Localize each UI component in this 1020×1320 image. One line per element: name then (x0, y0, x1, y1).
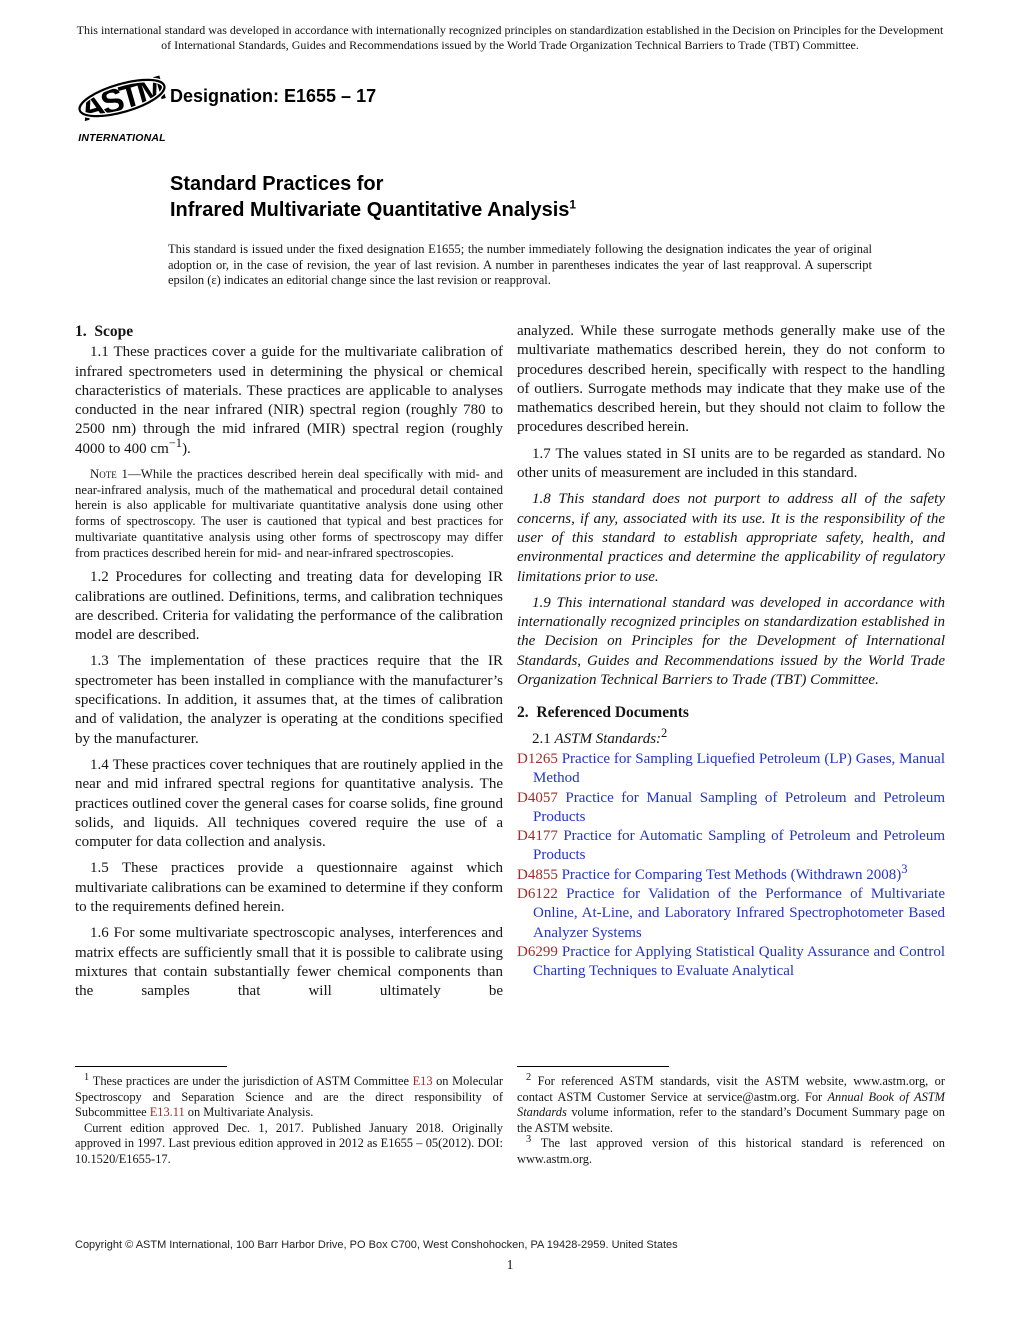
left-column (75, 322, 503, 1002)
referenced-standard-D4057 (517, 789, 945, 828)
referenced-standard-D4177 (517, 827, 945, 866)
document-title (170, 171, 576, 223)
standard-link-D4177[interactable]: D4177 (517, 828, 558, 845)
standard-title: Practice for Comparing Test Methods (Withdrawn 2008) (561, 866, 902, 883)
section-2-heading: 2. Referenced Documents (517, 704, 689, 722)
subcommittee-link-E13-11[interactable]: E13.11 (149, 1105, 185, 1119)
astm-logo (74, 68, 170, 144)
note-label: Note 1 (90, 467, 128, 482)
page-number: 1 (506, 1257, 514, 1272)
note-1: Note 1—While the practices described herein deal specifically with mid- and near-infrared analysis, much of the mathematical and procedural detail contained herein is also applicable for multivariate quantitative analysis done using other forms of spectroscopy. The user is cautioned that typical and best practices for multivariate quantitative analysis using other forms of spectroscopy may differ from practices described herein for mid- and near-infrared spectroscopies. (75, 467, 503, 560)
astm-globe-icon (76, 68, 168, 130)
footnote-1: $^1$ These practices are under the jurisdiction of ASTM Committee E13 on Molecular Spectroscopy and Separation Science and are the direct responsibility of Subcommittee E13.11 on Multivariate Analysis. (75, 1071, 503, 1119)
footnote-3: $^3$ The last approved version of this historical standard is referenced on www.astm.org. (517, 1133, 945, 1166)
paragraph-1-6: 1.6 For some multivariate spectroscopic analyses, interferences and matrix effects are sufficiently small that it is possible to calibrate using mixtures that contain substantially fewer chemical components than the samples that will ultimately be (75, 925, 503, 1000)
footnotes-left (75, 1066, 503, 1167)
footnote-separator (75, 1066, 227, 1067)
footnotes-right (517, 1066, 945, 1167)
referenced-standards-list (517, 750, 945, 982)
footnote-ref-3: 3 (901, 861, 908, 876)
standard-link-D1265[interactable]: D1265 (517, 750, 558, 767)
referenced-standard-D6299 (517, 943, 945, 982)
title-line-1: Standard Practices for (170, 173, 384, 195)
referenced-standard-D4855 (517, 861, 945, 885)
paragraph-1-2: 1.2 Procedures for collecting and treating data for developing IR calibrations are outlined. Definitions, terms, and calibration techniques are described. Criteria for validating the performance of the calibration model are described. (75, 569, 503, 644)
standard-title: Practice for Sampling Liquefied Petroleum (LP) Gases, Manual Method (533, 750, 945, 787)
title-line-2: Infrared Multivariate Quantitative Analysis (170, 199, 570, 221)
standard-title: Practice for Applying Statistical Quality Assurance and Control Charting Techniques to Evaluate Analytical (533, 943, 945, 980)
standard-title: Practice for Validation of the Performance of Multivariate Online, At-Line, and Laboratory Infrared Spectrophotometer Based Analyzer Systems (533, 886, 946, 941)
header-notice: This international standard was developed in accordance with internationally recognized principles on standardization established in the Decision on Principles for the Development of International Standards, Guides and Recommendations issued by the World Trade Organization Technical Barriers to Trade (TBT) Committee. (76, 23, 944, 52)
paragraph-1-9: 1.9 This international standard was developed in accordance with internationally recognized principles on standardization established in the Decision on Principles for the Development of International Standards, Guides and Recommendations issued by the World Trade Organization Technical Barriers to Trade (TBT) Committee. (517, 594, 945, 689)
footnote-ref-2: 2 (661, 725, 668, 740)
referenced-standard-D6122 (517, 885, 945, 943)
paragraph-1-8: 1.8 This standard does not purport to address all of the safety concerns, if any, associated with its use. It is the responsibility of the user of this standard to establish appropriate safety, health, and environmental practices and determine the applicability of regulatory limitations prior to use. (517, 491, 945, 585)
paragraph-1-4: 1.4 These practices cover techniques that are routinely applied in the near and mid infrared spectral regions for quantitative analysis. The practices outlined cover the general cases for coarse solids, fine ground solids, and liquids. All techniques covered require the use of a computer for data collection and analysis. (75, 756, 503, 851)
footnote-1-edition: Current edition approved Dec. 1, 2017. Published January 2018. Originally approved in 1997. Last previous edition approved in 2012 as E1655 – 05(2012). DOI: 10.1520/E1655-17. (75, 1120, 503, 1166)
referenced-standard-D1265 (517, 750, 945, 789)
svg-text:ASTM: ASTM (76, 69, 168, 130)
section-1-heading: 1. Scope (75, 323, 134, 340)
designation: Designation: E1655 – 17 (170, 86, 377, 106)
standard-title: Practice for Manual Sampling of Petroleum and Petroleum Products (533, 789, 945, 825)
right-column (517, 322, 945, 982)
issue-note: This standard is issued under the fixed designation E1655; the number immediately following the designation indicates the year of original adoption or, in the case of revision, the year of last revision. A number in parentheses indicates the year of last reapproval. A superscript epsilon (ε) indicates an editorial change since the last revision or reapproval. (168, 242, 872, 287)
paragraph-1-7: 1.7 The values stated in SI units are to be regarded as standard. No other units of measurement are included in this standard. (517, 445, 945, 482)
standard-link-D4855[interactable]: D4855 (517, 866, 558, 883)
footnote-2: $^2$ For referenced ASTM standards, visit the ASTM website, www.astm.org, or contact ASTM Customer Service at service@astm.org. For Annual Book of ASTM Standards volume information, refer to the standard’s Document Summary page on the ASTM website. (517, 1071, 945, 1135)
footnote-separator (517, 1066, 669, 1067)
standard-link-D6122[interactable]: D6122 (517, 886, 558, 903)
astm-international-label: INTERNATIONAL (78, 132, 166, 144)
standard-link-D6299[interactable]: D6299 (517, 943, 558, 960)
superscript-exponent: −1 (168, 435, 183, 450)
paragraph-1-5: 1.5 These practices provide a questionnaire against which multivariate calibrations can be examined to determine if they conform to the requirements defined herein. (75, 860, 503, 916)
paragraph-1-1: 1.1 These practices cover a guide for the multivariate calibration of infrared spectrometers used in determining the physical or chemical characteristics of materials. These practices are applicable to analyses conducted in the near infrared (NIR) spectral region (roughly 780 to 2500 nm) through the mid infrared (MIR) spectral region (roughly 4000 to 400 $cm^{-1}$). (75, 344, 503, 457)
standard-title: Practice for Automatic Sampling of Petroleum and Petroleum Products (533, 828, 946, 864)
committee-link-E13[interactable]: E13 (412, 1074, 433, 1088)
paragraph-1-3: 1.3 The implementation of these practices require that the IR spectrometer has been installed in compliance with the manufacturer’s specifications. In addition, it assumes that, at the times of calibration and of validation, the analyzer is operating at the conditions specified by the manufacturer. (75, 653, 503, 747)
paragraph-1-6-continued: analyzed. While these surrogate methods generally make use of the multivariate mathematics described herein, they do not conform to procedures described herein, specifically with respect to the handling of outliers. Surrogate methods may indicate that they make use of the mathematics described herein, but they should not claim to follow the procedures described herein. (517, 323, 945, 436)
standard-link-D4057[interactable]: D4057 (517, 789, 558, 806)
paragraph-2-1: 2.1 ASTM Standards:$^2$ (532, 725, 668, 747)
copyright-line: Copyright © ASTM International, 100 Barr Harbor Drive, PO Box C700, West Conshohocken, PA 19428-2959. United States (75, 1239, 678, 1251)
title-footnote-ref: 1 (569, 197, 577, 212)
